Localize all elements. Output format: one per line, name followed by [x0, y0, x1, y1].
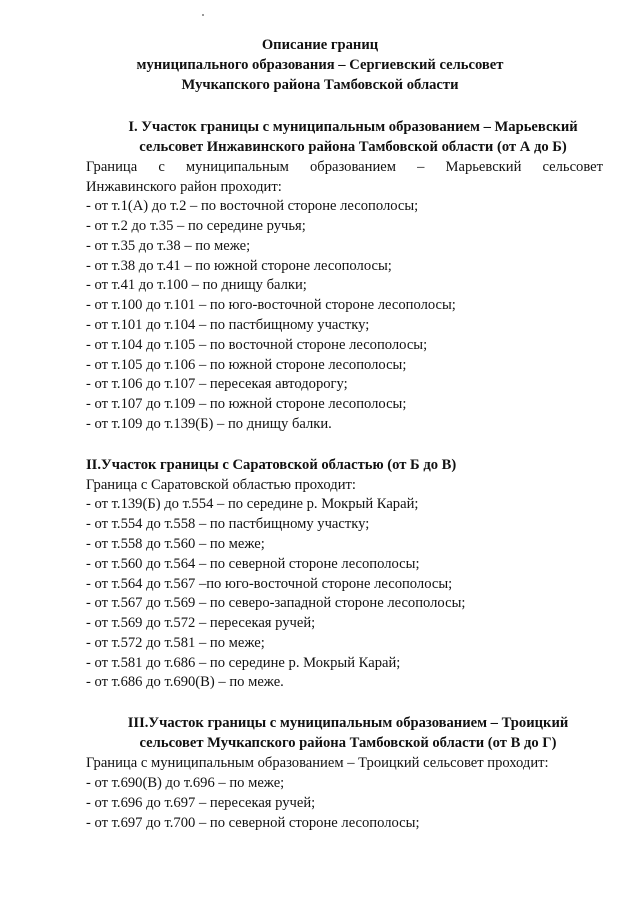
- section-2-list-item: - от т.560 до т.564 – по северной стороне лесополосы;: [86, 556, 420, 572]
- section-1-intro-line-2: Инжавинского район проходит:: [86, 179, 282, 195]
- section-2-list-item: - от т.558 до т.560 – по меже;: [86, 536, 265, 552]
- scan-speck: [202, 14, 204, 16]
- section-2-list-item: - от т.686 до т.690(В) – по меже.: [86, 674, 284, 690]
- section-1-list-item: - от т.100 до т.101 – по юго-восточной стороне лесополосы;: [86, 297, 456, 313]
- section-1-list-item: - от т.105 до т.106 – по южной стороне лесополосы;: [86, 357, 407, 373]
- section-3-list-item: - от т.697 до т.700 – по северной стороне лесополосы;: [86, 815, 420, 831]
- section-3-heading-line-1: III.Участок границы с муниципальным образованием – Троицкий: [127, 715, 569, 731]
- section-1-list-item: - от т.1(А) до т.2 – по восточной стороне лесополосы;: [86, 198, 419, 214]
- document-title-line-2: муниципального образования – Сергиевский сельсовет: [136, 57, 504, 73]
- section-2-list-item: - от т.581 до т.686 – по середине р. Мокрый Карай;: [86, 655, 401, 671]
- section-1-heading-line-2: сельсовет Инжавинского района Тамбовской области (от А до Б): [139, 139, 567, 155]
- section-1-list-item: - от т.2 до т.35 – по середине ручья;: [86, 218, 306, 234]
- section-1-list-item: - от т.101 до т.104 – по пастбищному участку;: [86, 317, 370, 333]
- section-2-list-item: - от т.572 до т.581 – по меже;: [86, 635, 265, 651]
- section-1-intro-line-1: Граница с муниципальным образованием – Марьевский сельсовет: [86, 159, 603, 175]
- section-2-list-item: - от т.564 до т.567 –по юго-восточной стороне лесополосы;: [86, 576, 453, 592]
- section-2-list-item: - от т.567 до т.569 – по северо-западной стороне лесополосы;: [86, 595, 466, 611]
- document-title-line-3: Мучкапского района Тамбовской области: [181, 77, 459, 93]
- section-1-list-item: - от т.107 до т.109 – по южной стороне лесополосы;: [86, 396, 407, 412]
- section-1-heading-line-1: I. Участок границы с муниципальным образованием – Марьевский: [128, 119, 578, 135]
- section-1-list-item: - от т.106 до т.107 – пересекая автодорогу;: [86, 376, 348, 392]
- section-1-list-item: - от т.109 до т.139(Б) – по днищу балки.: [86, 416, 332, 432]
- document-title-line-1: Описание границ: [261, 37, 379, 53]
- section-2-intro: Граница с Саратовской областью проходит:: [86, 477, 356, 493]
- section-1-list-item: - от т.38 до т.41 – по южной стороне лесополосы;: [86, 258, 392, 274]
- section-1-list-item: - от т.104 до т.105 – по восточной стороне лесополосы;: [86, 337, 428, 353]
- section-3-list-item: - от т.696 до т.697 – пересекая ручей;: [86, 795, 316, 811]
- section-3-intro: Граница с муниципальным образованием – Троицкий сельсовет проходит:: [86, 755, 549, 771]
- section-1-list-item: - от т.41 до т.100 – по днищу балки;: [86, 277, 307, 293]
- section-2-heading: II.Участок границы с Саратовской областью (от Б до В): [86, 457, 457, 473]
- section-1-list-item: - от т.35 до т.38 – по меже;: [86, 238, 251, 254]
- section-3-list-item: - от т.690(В) до т.696 – по меже;: [86, 775, 285, 791]
- section-2-list-item: - от т.139(Б) до т.554 – по середине р. Мокрый Карай;: [86, 496, 419, 512]
- section-3-heading-line-2: сельсовет Мучкапского района Тамбовской области (от В до Г): [139, 735, 557, 751]
- section-2-list-item: - от т.554 до т.558 – по пастбищному участку;: [86, 516, 370, 532]
- section-2-list-item: - от т.569 до т.572 – пересекая ручей;: [86, 615, 316, 631]
